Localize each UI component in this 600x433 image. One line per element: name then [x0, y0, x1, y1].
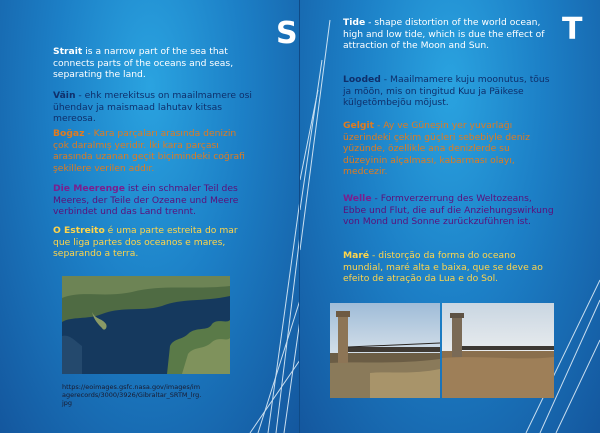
definition: - Formverzerrung des Weltozeans, Ebbe und Flut, die auf die Anziehungswirkung von Mond und Sonne zurückzuführen ist. [343, 193, 554, 227]
entry-estreito [53, 225, 253, 260]
entry-strait [53, 46, 253, 81]
definition: - Ay ve Güneşin yer yuvarlağı üzerindeki çekim güçleri sebebiyle deniz yüzünde, özellikle ana denizlerde su düzeyinin alçalması, kabarması olayı, medcezir. [343, 120, 530, 177]
entry-vain [53, 90, 253, 125]
entry-bogaz [53, 128, 253, 174]
term: Tide [343, 17, 366, 28]
definition: ist ein schmaler Teil des Meeres, der Teile der Ozeane und Meere verbindet und das Land trennt. [53, 183, 239, 217]
term: Väin [53, 90, 76, 101]
definition: - Maailmamere kuju moonutus, tõus ja mõõn, mis on tingitud Kuu ja Päikese külgetõmbejõu mõjust. [343, 74, 550, 108]
term: Looded [343, 74, 381, 85]
tide-photo-high [442, 303, 554, 398]
satellite-image [62, 276, 230, 374]
entry-tide [343, 17, 561, 52]
right-page [300, 0, 600, 433]
image-credit: https://eoimages.gsfc.nasa.gov/images/imagerecords/3000/3926/Gibraltar_SRTM_lrg.jpg [62, 383, 202, 407]
term: Strait [53, 46, 83, 57]
term: Die Meerenge [53, 183, 125, 194]
definition: - Kara parçaları arasında denizin çok daralmış yeridir. İki kara parçası arasında uzanan geçit biçimindeki coğrafi şekillere verilen addır. [53, 128, 245, 174]
term: Boğaz [53, 128, 85, 139]
entry-mare [343, 250, 555, 285]
letter-heading: T [562, 12, 583, 47]
definition: - shape distortion of the world ocean, high and low tide, which is due the effect of attraction of the Moon and Sun. [343, 17, 545, 51]
term: Maré [343, 250, 370, 261]
entry-meerenge [53, 183, 253, 218]
entry-welle [343, 193, 555, 228]
term: Welle [343, 193, 372, 204]
definition: é uma parte estreita do mar que liga partes dos oceanos e mares, separando a terra. [53, 225, 238, 259]
term: O Estreito [53, 225, 105, 236]
entry-gelgit [343, 120, 553, 178]
definition: - ehk merekitsus on maailmamere osi ühendav ja maismaad lahutav kitsas mereosa. [53, 90, 252, 124]
entry-looded [343, 74, 553, 109]
definition: - distorção da forma do oceano mundial, maré alta e baixa, que se deve ao efeito de atração da Lua e do Sol. [343, 250, 543, 284]
tide-photo-low [330, 303, 440, 398]
definition: is a narrow part of the sea that connects parts of the oceans and seas, separating the land. [53, 46, 234, 80]
letter-heading: S [276, 16, 298, 51]
term: Gelgit [343, 120, 375, 131]
